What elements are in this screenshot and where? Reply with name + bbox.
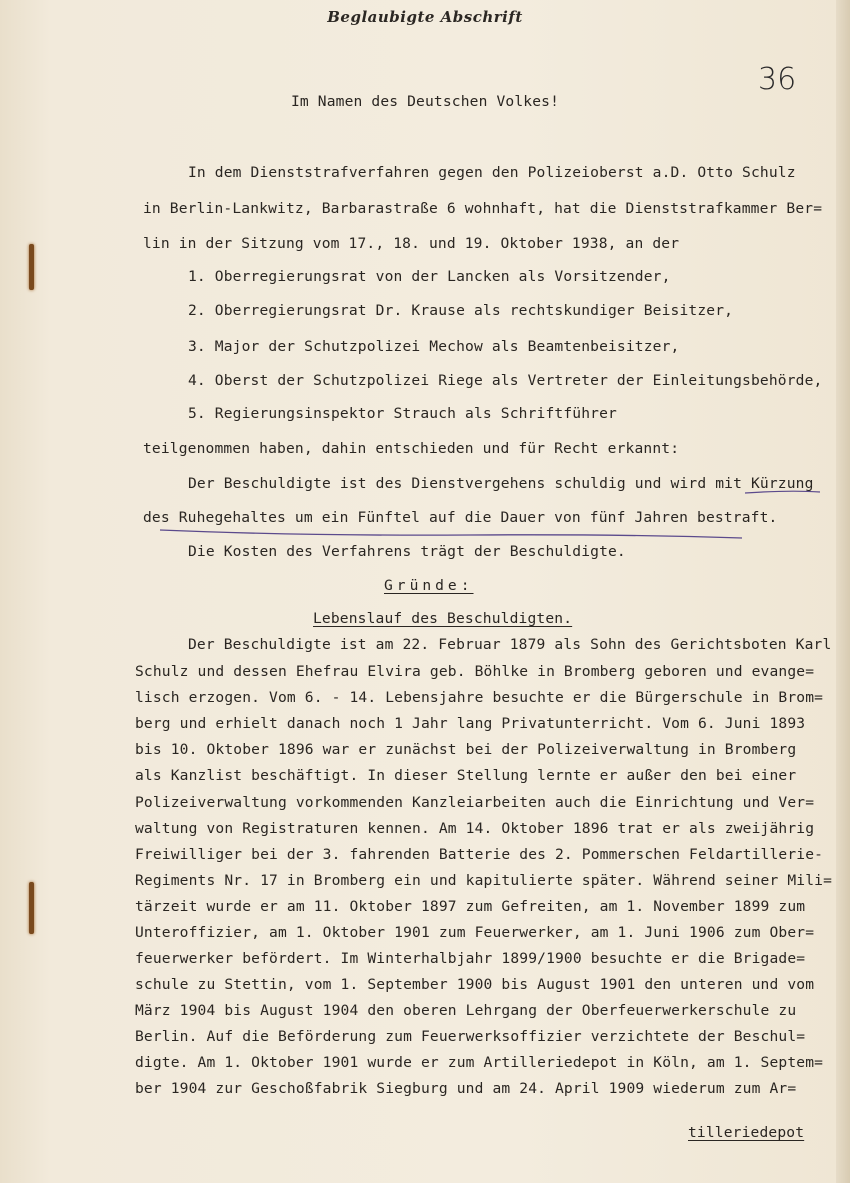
document-title: Im Namen des Deutschen Volkes! xyxy=(290,93,560,110)
member-2: 2. Oberregierungsrat Dr. Krause als rechtskundiger Beisitzer, xyxy=(188,302,734,319)
reasons-heading: Gründe: xyxy=(384,577,474,594)
body-line-4: berg und erhielt danach noch 1 Jahr lang Privatunterricht. Vom 6. Juni 1893 xyxy=(135,715,806,732)
body-line-12: Unteroffizier, am 1. Oktober 1901 zum Feuerwerker, am 1. Juni 1906 zum Ober= xyxy=(135,924,815,941)
body-line-13: feuerwerker befördert. Im Winterhalbjahr 1899/1900 besuchte er die Brigade= xyxy=(135,950,806,967)
body-line-7: Polizeiverwaltung vorkommenden Kanzleiarbeiten auch die Einrichtung und Ver= xyxy=(135,794,815,811)
paper-edge xyxy=(836,0,850,1183)
verdict-line-2: des Ruhegehaltes um ein Fünftel auf die Dauer von fünf Jahren bestraft. xyxy=(143,509,778,526)
body-line-6: als Kanzlist beschäftigt. In dieser Stellung lernte er außer den bei einer xyxy=(135,767,797,784)
body-line-2: Schulz und dessen Ehefrau Elvira geb. Böhlke in Bromberg geboren und evange= xyxy=(135,663,815,680)
body-line-9: Freiwilliger bei der 3. fahrenden Batterie des 2. Pommerschen Feldartillerie- xyxy=(135,846,824,863)
body-line-10: Regiments Nr. 17 in Bromberg ein und kapitulierte später. Während seiner Mili= xyxy=(135,872,833,889)
decision-intro: teilgenommen haben, dahin entschieden und für Recht erkannt: xyxy=(143,440,680,457)
body-line-11: tärzeit wurde er am 11. Oktober 1897 zum Gefreiten, am 1. November 1899 zum xyxy=(135,898,806,915)
body-line-17: digte. Am 1. Oktober 1901 wurde er zum Artilleriedepot in Köln, am 1. Septem= xyxy=(135,1054,824,1071)
catchword: tilleriedepot xyxy=(688,1124,805,1141)
costs-line: Die Kosten des Verfahrens trägt der Beschuldigte. xyxy=(188,543,626,560)
intro-line-2: in Berlin-Lankwitz, Barbarastraße 6 wohnhaft, hat die Dienststrafkammer Ber= xyxy=(143,200,823,217)
page-number: 36 xyxy=(758,62,797,97)
intro-line-1: In dem Dienststrafverfahren gegen den Polizeioberst a.D. Otto Schulz xyxy=(188,164,796,181)
member-5: 5. Regierungsinspektor Strauch als Schriftführer xyxy=(188,405,617,422)
body-line-1: Der Beschuldigte ist am 22. Februar 1879 als Sohn des Gerichtsboten Karl xyxy=(188,636,832,653)
member-1: 1. Oberregierungsrat von der Lancken als Vorsitzender, xyxy=(188,268,671,285)
body-line-18: ber 1904 zur Geschoßfabrik Siegburg und am 24. April 1909 wiederum zum Ar= xyxy=(135,1080,797,1097)
body-line-15: März 1904 bis August 1904 den oberen Lehrgang der Oberfeuerwerkerschule zu xyxy=(135,1002,797,1019)
verdict-line-1: Der Beschuldigte ist des Dienstvergehens schuldig und wird mit Kürzung xyxy=(188,475,814,492)
staple-mark-bottom xyxy=(29,882,34,934)
certified-copy-heading: Beglaubigte Abschrift xyxy=(327,8,523,26)
intro-line-3: lin in der Sitzung vom 17., 18. und 19. Oktober 1938, an der xyxy=(143,235,680,252)
cv-heading: Lebenslauf des Beschuldigten. xyxy=(313,610,573,627)
body-line-8: waltung von Registraturen kennen. Am 14. Oktober 1896 trat er als zweijährig xyxy=(135,820,815,837)
body-line-5: bis 10. Oktober 1896 war er zunächst bei der Polizeiverwaltung in Bromberg xyxy=(135,741,797,758)
body-line-16: Berlin. Auf die Beförderung zum Feuerwerksoffizier verzichtete der Beschul= xyxy=(135,1028,806,1045)
body-line-3: lisch erzogen. Vom 6. - 14. Lebensjahre besuchte er die Bürgerschule in Brom= xyxy=(135,689,824,706)
staple-mark-top xyxy=(29,244,34,290)
body-line-14: schule zu Stettin, vom 1. September 1900 bis August 1901 den unteren und vom xyxy=(135,976,815,993)
member-3: 3. Major der Schutzpolizei Mechow als Beamtenbeisitzer, xyxy=(188,338,680,355)
member-4: 4. Oberst der Schutzpolizei Riege als Vertreter der Einleitungsbehörde, xyxy=(188,372,823,389)
